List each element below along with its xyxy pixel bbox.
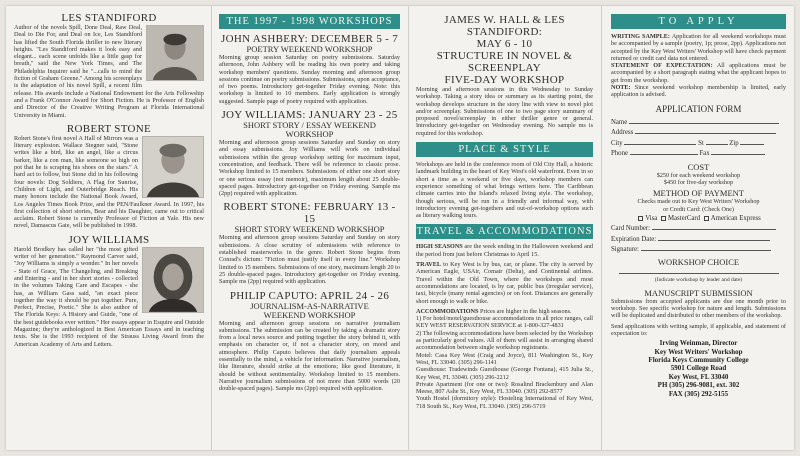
robert-stone-bio: Robert Stone's first novel A Hall of Mirrors was a literary explosion. Wallace Stegner said, "Stone writes like a bird, like an angel, like a circus barker, like a con man, like someone so high on pot that he is scraping his shoes on the stars." A hard act to follow, but Stone did in his following four novels: Dog Soldiers, A Flag for Sunrise, Children of Light, and Outerbridge Reach. His many honors include the National Book Award, Los Angeles Times Book Prize, and the PEN/Faulkner Award. In 1997, his first collection of short stories, Bear and his Daughter, came out to critical acclaim. Robert Stone is currently Professor of Fiction at Yale. His new novel, Damascus Gate, will be published in 1998. [14,134,204,230]
hall-date: MAY 6 - 10 [476,38,533,50]
joy-williams-bio: Harold Brodkey has called her "the most gifted writer of her generation." Raymond Carver said, "Joy Williams is simply a wonder." In her novels - State of Grace, The Changeling, and Breaking and Entering - and in her short stories - collected in the volumes Taking Care and Escapes - she has, as William Gass said, "an exact piece together the way it should be put together. Pure, Perfect, Precise, Poetic." She is also author of The Florida Keys: A History and Guide, "one of the best guidebooks ever written." Her essays appear in Esquire and Outside Magazine; they're anthologized in Best American Essays and in teaching texts. She is the 1993 recipient of the Strauss Living Award from the American Academy of Arts and Letters. [14,245,204,348]
card-number-field[interactable]: Card Number: [611,223,786,234]
cost-title: COST [687,161,710,172]
writing-sample: WRITING SAMPLE: Application for all weekend workshops must be accompanied by a sample (poetry, 1p; prose, 2pp). Applications not accepted by the Key West Writers' Workshop will have check payment returned or credit card data not entered. [611,33,786,62]
stone-workshop-title: ROBERT STONE: FEBRUARY 13 - 15 [223,201,396,226]
send-body: Send applications with writing sample, if applicable, and statement of expectation to: [611,322,786,337]
caputo-title: PHILIP CAPUTO: APRIL 24 - 26 [229,289,390,302]
travel-bar: TRAVEL & ACCOMMODATIONS [416,226,593,238]
payment-title: METHOD OF PAYMENT [653,188,744,199]
panel-apply [601,6,794,450]
panel-workshops [211,6,408,450]
accommodations-item: Private Apartment (for one or two): Rosalind Brackenbury and Alan Meese, 807 Ashe St., Key West, FL 33040. (305) 292-8577 [416,380,593,396]
les-standiford-photo [146,25,204,81]
high-seasons: HIGH SEASONS are the week ending in the Halloween weekend and the period from just before Christmas to April 15. [416,243,594,258]
caputo-body: Morning and afternoon group sessions on narrative journalism submissions. The submission can be created by taking a dramatic story from a local news source and putting together the story behind it, with emphasis on character or, if not a character story, on mood and atmosphere. Philip Caputo believes that daily journalism appeals essentially to the mind, a vehicle for information. Narrative journalism, like literature, should strike at the emotions; like good literature, it should be without sentimentality. Workshop limited to 15 members. Narrative journalism submissions of not more than 5000 words (20 double-spaced pages). Sample ms (2pp) required with application. [219,319,400,393]
joy-williams-photo [142,247,204,313]
ashbery-title: JOHN ASHBERY: DECEMBER 5 - 7 [221,33,398,45]
hall-subtitle: STRUCTURE IN NOVEL & SCREENPLAY [436,50,573,74]
les-standiford-bio: Author of the novels Spill, Done Deal, Raw Deal, Deal to Die For, and Deal on Ice, Les Standiford has lifted the South Florida thriller to new literary heights. "Les Standiford makes it look easy and elegant... each scene unfolds like a little gasp for breath," said the New York Times, and The Philadelphia Inquirer said he "...calls to mind the fiction of Graham Greene." Among his screenplays is the adaptation of his novel Spill, a recent film release. His awards include a National Endowment for the Arts Fellowship and a Frank O'Connor Award for Short Fiction. He is Professor of English and Director of the Creative Writing Program at Florida International University in Miami. [14,24,204,119]
amex-label: American Express [710,214,761,222]
les-standiford-heading: LES STANDIFORD [61,12,157,24]
hall-title: JAMES W. HALL & LES STANDIFORD: [444,14,565,38]
joy-williams-heading: JOY WILLIAMS [68,233,150,246]
accommodations-item: 1) For hotel/motel/guesthouse accommodations in all price ranges, call KEY WEST RESERVATION SERVICE at 1-800-327-4831 [416,315,593,330]
mastercard-checkbox[interactable] [661,216,666,221]
hall-body: Morning and afternoon sessions in this Wednesday to Sunday workshop. Taking a story idea or summary as its starting point, the workshop develops structure in the story line with view to novel plot and/or screenplay. Submissions of one to two page story summary of proposed novel/screenplay in either thriller genre or general. Introductory get-together on Wednesday evening. No sample ms is required for this workshop. [416,86,593,137]
mastercard-label: MasterCard [667,214,701,222]
card-options [611,214,786,224]
brochure [6,6,794,450]
payment-line: Checks made out to Key West Writers' Workshop [637,198,760,206]
visa-checkbox[interactable] [638,216,643,221]
mailing-address: Irving Weinman, Director Key West Writers' Workshop Florida Keys Community College 5901 College Road Key West, FL 33040 PH (305) 296-9081, ext. 302 FAX (305) 292-5155 [648,339,749,398]
manuscript-title: MANUSCRIPT SUBMISSION [644,287,753,298]
phone-fax-field[interactable]: Phone Fax [611,148,786,159]
williams-workshop-title: JOY WILLIAMS: JANUARY 23 - 25 [221,109,398,122]
visa-label: Visa [645,214,658,222]
expiration-field[interactable]: Expiration Date: [611,234,786,245]
hall-subtitle-2: FIVE-DAY WORKSHOP [444,74,565,86]
place-style-bar: PLACE & STYLE [416,142,593,157]
ashbery-subtitle: POETRY WEEKEND WORKSHOP [246,44,373,54]
place-style-body: Workshops are held in the conference room of Old City Hall, a historic landmark building in the heart of Key West's old waterfront. Even in so short a time as a weekend or five days, workshop members can experience something of what brings writers here. The Caribbean climate carries into the Island's relaxed living style. The workshop, though serious, will be run in a friendly and informal way, with introductory evening get-togethers and out-of-workshop options such as literary walking tours. [416,161,593,220]
note: NOTE: Since weekend workshop membership is limited, early application is advised. [611,84,786,99]
williams-workshop-subtitle: SHORT STORY / ESSAY WEEKEND WORKSHOP [243,120,376,140]
workshops-bar: THE 1997 - 1998 WORKSHOPS [219,14,400,29]
accommodations-item: Motel: Casa Key West (Craig and Joyce), 811 Washington St., Key West, FL 33040. (305) 296-1141 [416,351,593,366]
statement-of-expectation: STATEMENT OF EXPECTATION: All applications must be accompanied by a short paragraph stating what the applicant hopes to get from the workshop. [611,62,786,84]
manuscript-body: Submissions from accepted applicants are due one month prior to workshop. See specific workshop for nature and length. Submissions will be duplicated and distributed to other members of the workshop. [611,297,786,320]
panel-authors [6,6,211,450]
payment-line: or Credit Card: (Check One) [663,205,734,213]
robert-stone-photo [142,136,204,198]
travel-info: TRAVEL to Key West is by bus, car, or plane. The city is served by American Eagle, USAir, Comair (Delta), and Continental airlines. Travel within the Old Town, where the workshops and most accommodations are located, is by car, public bus (irregular service), taxi, bicycle (many rental agencies) or on foot. Distances are generally short enough to walk or bike. [416,261,593,305]
accommodations-item: Guesthouse: Tradewinds Guesthouse (George Fontana), 415 Julia St., Key West, FL 33040. (305) 296-2212 [416,366,593,381]
address-field[interactable]: Address [611,127,786,138]
accommodations-item: 2) The following accommodations have been selected by the Workshop as particularly good values. All of them will assist in arranging shared accommodation between single workshop registrants. [416,329,593,352]
stone-workshop-subtitle: SHORT STORY WEEKEND WORKSHOP [234,224,385,235]
signature-field[interactable]: Signature: [611,244,786,255]
accommodations-item: Youth Hostel (dormitory style): Hosteling International of Key West, 718 South St., Key West, FL 33040. (305) 296-5719 [416,395,593,410]
stone-workshop-body: Morning and afternoon group sessions Saturday and Sunday on story submissions. A close scrutiny of submissions with reference to established masterworks in the genre. Robert Stone begins from Conrad's dictum: "Fiction must justify itself in every line." Workshop limited to 15 members. Submissions of one story, maximum length 20 to 25 double-spaced pages. Introductory get-together on Friday evening. Sample ms (2pp) required with application. [219,234,400,286]
application-form-title: APPLICATION FORM [655,103,742,114]
caputo-subtitle-2: WEEKEND WORKSHOP [263,309,356,320]
name-field[interactable]: Name [611,117,786,128]
robert-stone-heading: ROBERT STONE [66,122,152,135]
amex-checkbox[interactable] [704,216,709,221]
cost-line: $450 for five-day workshop [663,178,734,186]
panel-place-travel [408,6,601,450]
ashbery-body: Morning group session Saturday on poetry submissions. Saturday afternoon, John Ashbery will be reading his own poetry and taking workshop members' questions. Sunday morning and afternoon group sessions continue on poetry submissions. Submissions, upon acceptance, of two poems. Introductory get-together Friday evening. Note: this workshop is limited to 10 members. Early application is strongly suggested. Sample page of poetry required with application. [219,54,400,105]
workshop-choice-field[interactable] [611,267,786,278]
caputo-subtitle: JOURNALISM-AS-NARRATIVE [250,300,369,311]
workshop-choice-title: WORKSHOP CHOICE [657,256,740,267]
workshop-choice-hint: (Indicate workshop by leader and date) [654,277,743,284]
accommodations-intro: ACCOMMODATIONS Prices are higher in the high seasons. [416,307,572,315]
city-st-zip-field[interactable]: City St Zip [611,138,786,149]
williams-workshop-body: Morning and afternoon group sessions Saturday and Sunday on story and essay submissions. Joy Williams will work on individual submissions within the group workshop setting for maximum input, concentration, and feedback. There will be reference to classic prose. Workshop limited to 15 members. Submissions of either one short story or one serious essay (not memoir), maximum length about 25 double-spaced pages. Introductory get-together on Friday evening. Sample ms (2pp) required with application. [219,139,400,198]
to-apply-bar: TO APPLY [611,14,786,29]
cost-line: $250 for each weekend workshop [656,171,741,179]
